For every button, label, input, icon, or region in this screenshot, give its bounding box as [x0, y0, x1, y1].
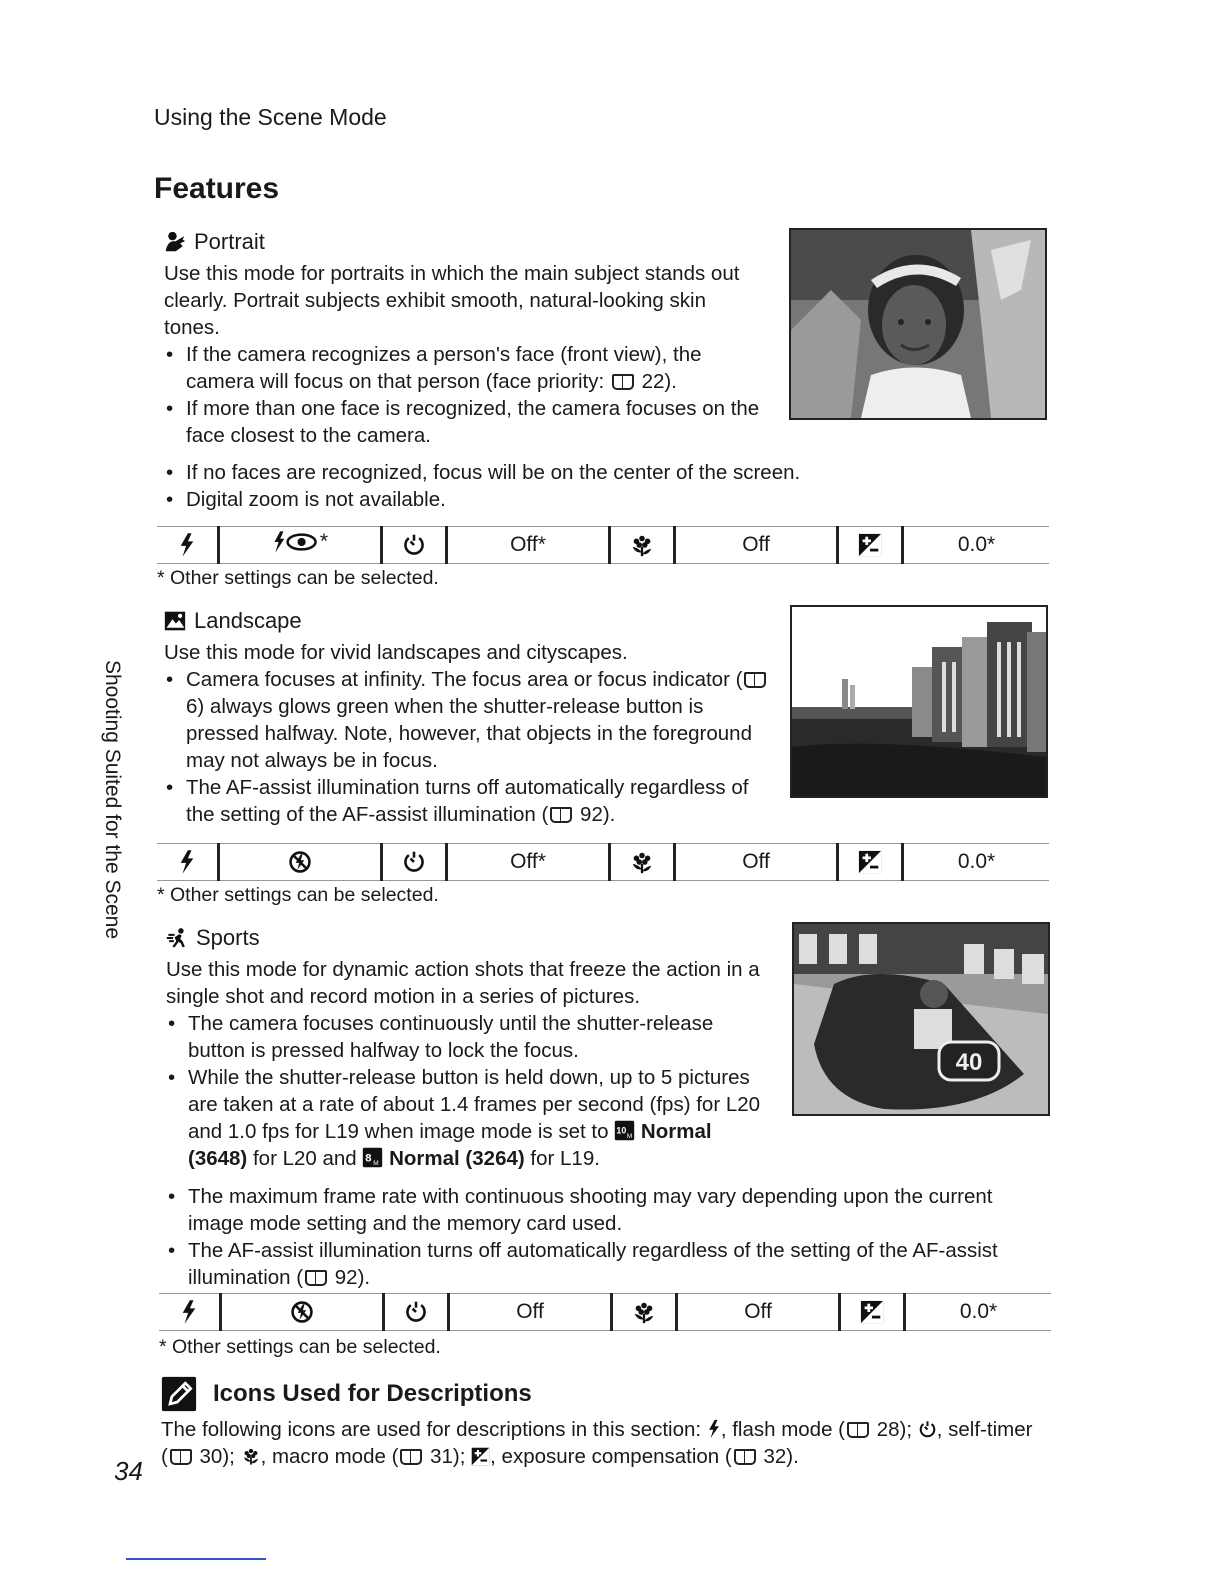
portrait-title [164, 229, 804, 255]
exposure-value: 0.0* [903, 527, 1050, 564]
flash-value: * [219, 527, 382, 564]
flash-value [219, 844, 382, 881]
self-timer-icon [402, 850, 426, 874]
list-item: • The AF-assist illumination turns off automatically regardless of the setting of the AF-assist illumination ( 92). [164, 774, 774, 828]
macro-cell [612, 1294, 677, 1331]
icons-note-title [161, 1376, 532, 1412]
landscape-photo-image [792, 607, 1046, 796]
landscape-settings-table [157, 843, 1049, 881]
self-timer-value: Off [449, 1294, 612, 1331]
landscape-bullets [164, 666, 774, 828]
footer-rule [126, 1558, 266, 1560]
portrait-bullets [164, 341, 764, 449]
sports-photo [792, 922, 1050, 1116]
exposure-compensation-icon [858, 533, 882, 557]
self-timer-value: Off* [447, 527, 610, 564]
exposure-value: 0.0* [905, 1294, 1052, 1331]
sports-section [166, 925, 781, 1172]
landscape-footnote: * Other settings can be selected. [157, 884, 439, 906]
book-reference-icon [744, 672, 766, 688]
landscape-title-label: Landscape [194, 608, 302, 633]
flash-cell [157, 527, 219, 564]
macro-icon [629, 849, 655, 875]
book-reference-icon [847, 1422, 869, 1438]
sports-footnote: * Other settings can be selected. [159, 1336, 441, 1358]
exposure-cell [840, 1294, 905, 1331]
macro-icon [629, 532, 655, 558]
macro-cell [610, 527, 675, 564]
list-item: • If no faces are recognized, focus will be on the center of the screen. [164, 459, 884, 486]
sports-title-label: Sports [196, 925, 260, 950]
book-reference-icon [550, 807, 572, 823]
macro-value: Off [675, 844, 838, 881]
landscape-photo [790, 605, 1048, 798]
self-timer-cell [382, 527, 447, 564]
flash-off-icon [290, 1300, 314, 1324]
table-row [157, 844, 1049, 881]
sports-bullets [166, 1010, 766, 1172]
exposure-value: 0.0* [903, 844, 1050, 881]
portrait-intro: Use this mode for portraits in which the main subject stands out clearly. Portrait subjects exhibit smooth, natural-looking skin tones. [164, 262, 740, 339]
portrait-icon [164, 231, 186, 253]
sports-title [166, 925, 781, 951]
self-timer-icon [404, 1300, 428, 1324]
self-timer-cell [384, 1294, 449, 1331]
list-item: • If more than one face is recognized, the camera focuses on the face closest to the camera. [164, 395, 764, 449]
list-item: • The maximum frame rate with continuous shooting may vary depending upon the current image mode setting and the memory card used. [166, 1183, 1046, 1237]
self-timer-icon [918, 1420, 937, 1439]
exposure-compensation-icon [858, 850, 882, 874]
flash-value [221, 1294, 384, 1331]
flash-cell [159, 1294, 221, 1331]
portrait-footnote: * Other settings can be selected. [157, 567, 439, 589]
list-item: • Digital zoom is not available. [164, 486, 884, 513]
flash-icon [180, 1299, 198, 1325]
book-reference-icon [612, 374, 634, 390]
red-eye-flash-icon [272, 530, 318, 554]
page-title: Features [154, 172, 280, 205]
sports-icon [166, 927, 188, 949]
list-item: • The AF-assist illumination turns off automatically regardless of the setting of the AF-assist illumination ( 92). [166, 1237, 1046, 1291]
portrait-photo [789, 228, 1047, 420]
image-mode-8m-icon [362, 1147, 383, 1168]
self-timer-cell [382, 844, 447, 881]
list-item: • If the camera recognizes a person's face (front view), the camera will focus on that person (face priority: 22). [164, 341, 764, 395]
flash-cell [157, 844, 219, 881]
portrait-section [164, 229, 804, 449]
exposure-compensation-icon [860, 1300, 884, 1324]
macro-value: Off [675, 527, 838, 564]
table-row [157, 527, 1049, 564]
list-item: • Camera focuses at infinity. The focus area or focus indicator ( 6) always glows green when the shutter-release button is pressed halfway. Note, however, that objects in the foreground may not always be in focus. [164, 666, 774, 774]
image-mode-10m-icon [614, 1120, 635, 1141]
flash-icon [178, 532, 196, 558]
sports-bullets-extra [166, 1183, 1046, 1291]
self-timer-value: Off* [447, 844, 610, 881]
macro-cell [610, 844, 675, 881]
table-row [159, 1294, 1051, 1331]
list-item: • The camera focuses continuously until the shutter-release button is pressed halfway to lock the focus. [166, 1010, 766, 1064]
sports-photo-image [794, 924, 1048, 1114]
macro-icon [631, 1299, 657, 1325]
self-timer-icon [402, 533, 426, 557]
list-item: • While the shutter-release button is held down, up to 5 pictures are taken at a rate of about 1.4 frames per second (fps) for L20 and 1.0 fps for L19 when image mode is set to Normal (3648) for L20 and Normal (3264) for L19. [166, 1064, 766, 1172]
book-reference-icon [170, 1449, 192, 1465]
flash-icon [707, 1419, 721, 1439]
portrait-photo-image [791, 230, 1045, 418]
book-reference-icon [400, 1449, 422, 1465]
macro-value: Off [677, 1294, 840, 1331]
kart-number-badge: 40 [955, 1049, 983, 1076]
book-reference-icon [305, 1270, 327, 1286]
book-reference-icon [734, 1449, 756, 1465]
flash-off-icon [288, 850, 312, 874]
page-number: 34 [114, 1456, 143, 1486]
portrait-title-label: Portrait [194, 229, 265, 254]
note-icon [161, 1376, 197, 1412]
exposure-compensation-icon [471, 1447, 490, 1466]
portrait-settings-table [157, 526, 1049, 564]
sports-settings-table [159, 1293, 1051, 1331]
running-head: Using the Scene Mode [154, 104, 387, 130]
landscape-intro: Use this mode for vivid landscapes and cityscapes. [164, 641, 628, 664]
flash-icon [178, 849, 196, 875]
macro-icon [241, 1446, 261, 1466]
icons-note-title-label: Icons Used for Descriptions [213, 1380, 532, 1407]
exposure-cell [838, 844, 903, 881]
landscape-title [164, 608, 784, 634]
landscape-icon [164, 610, 186, 632]
sports-intro: Use this mode for dynamic action shots that freeze the action in a single shot and record motion in a series of pictures. [166, 958, 760, 1008]
side-tab [92, 660, 132, 960]
portrait-bullets-extra [164, 459, 884, 513]
exposure-cell [838, 527, 903, 564]
side-tab-label: Shooting Suited for the Scene [101, 660, 124, 940]
icons-note-text: The following icons are used for descriptions in this section: , flash mode ( 28); , self-timer ( 30); , macro mode ( 31); , exposure compensation ( 32). [161, 1418, 1033, 1468]
landscape-section [164, 608, 784, 828]
